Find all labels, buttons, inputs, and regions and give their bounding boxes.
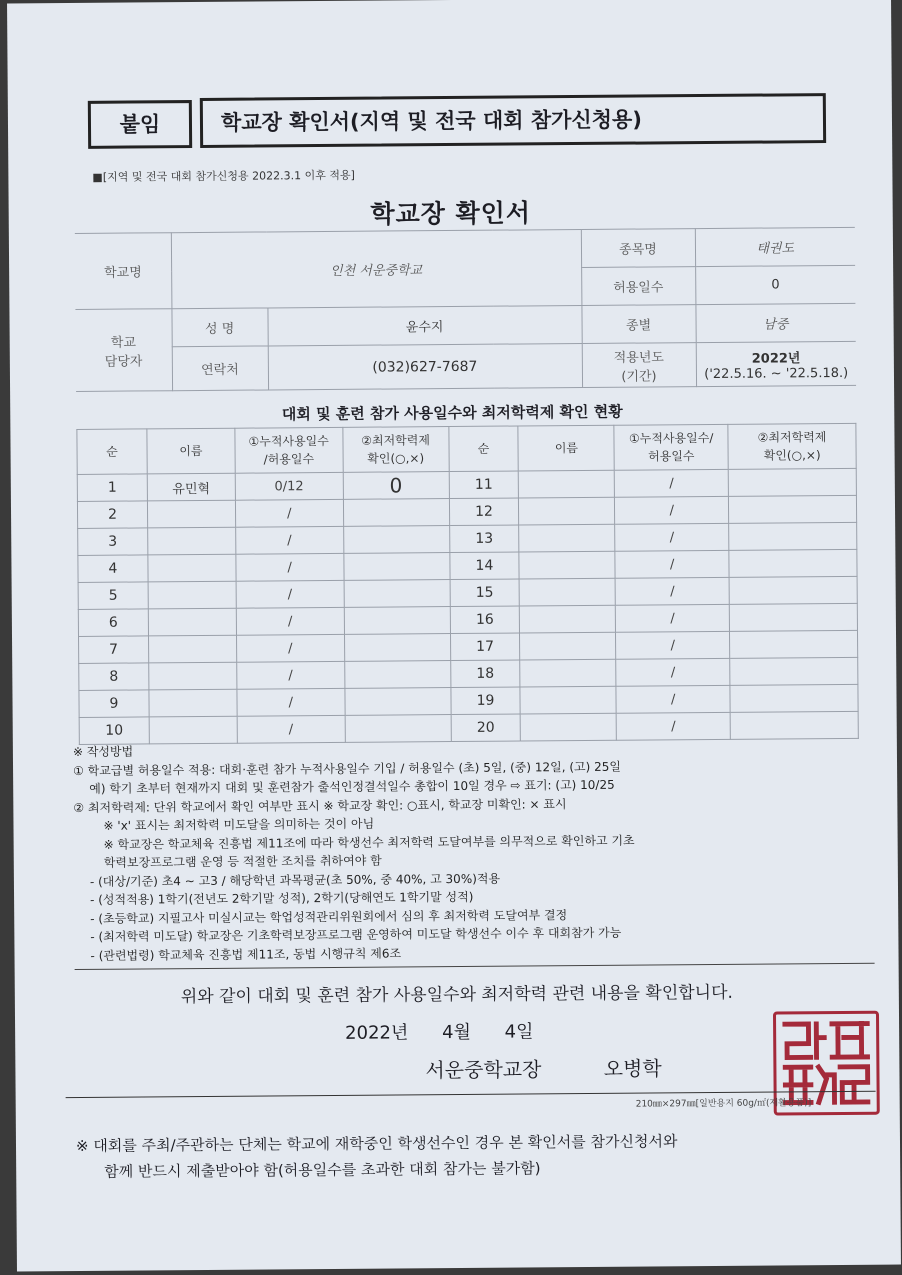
attachment-tag: 붙임 [88,100,192,149]
info-table [75,227,856,392]
instruction-line: - (최저학력 미도달) 학교장은 기초학력보장프로그램 운영하여 미도달 학생선수 이수 후 대회참가 가능 [90,925,622,944]
section-title: 대회 및 훈련 참가 사용일수와 최저학력제 확인 현황 [281,402,623,424]
row-number-right: 13 [449,525,519,553]
cumulative-days-left: / [236,661,344,689]
allowed-days-value: 0 [695,265,855,304]
student-name-right [519,524,615,552]
date-month: 4월 [441,1021,471,1044]
school-label: 학교명 [75,233,172,310]
date-day: 4일 [504,1021,534,1043]
row-number-left: 3 [78,528,148,556]
student-name-left: 유민혁 [147,473,235,501]
min-academic-right [730,684,858,712]
period-value-cell [696,341,856,386]
row-number-right: 17 [450,633,520,661]
issue-date [345,1017,556,1045]
cumulative-days-right: / [616,631,730,659]
period-value: ('22.5.16. ~ '22.5.18.) [704,365,849,382]
header-no-right: 순 [448,426,518,472]
header-min-right-l1: ②최저학력제 [757,430,827,445]
sport-label: 종목명 [581,229,695,268]
min-academic-right [729,495,857,523]
year-value: 2022년 [751,350,801,367]
cumulative-days-right: / [616,685,730,713]
row-number-right: 15 [450,579,520,607]
row-number-left: 2 [77,501,147,529]
header-min-left-l2: 확인(○,×) [367,451,425,466]
header-no-left: 순 [77,429,147,475]
min-academic-left [344,661,450,689]
header-days-left [235,427,343,473]
min-academic-left [345,688,451,716]
row-number-right: 14 [449,552,519,580]
cumulative-days-right: / [616,658,730,686]
roster-header-row [77,423,856,474]
student-name-left [149,689,237,717]
student-name-right [520,659,616,687]
student-name-left [148,527,236,555]
min-academic-left [344,553,450,581]
cumulative-days-right: / [615,523,729,551]
school-value: 인천 서운중학교 [171,229,582,308]
min-academic-right [730,630,858,658]
student-name-right [519,470,615,498]
row-number-left: 1 [77,474,147,502]
student-name-left [149,662,237,690]
header-min-left [343,427,449,473]
student-name-left [148,554,236,582]
min-academic-right [728,468,856,496]
roster-table [76,423,858,745]
name-label: 성 명 [171,308,267,347]
min-academic-right [729,522,857,550]
header-title: 학교장 확인서(지역 및 전국 대회 참가신청용) [200,93,826,148]
sport-value: 태권도 [695,227,855,266]
student-name-left [147,500,235,528]
cumulative-days-left: / [237,715,345,743]
signer [425,1052,717,1083]
period-label: (기간) [621,368,657,385]
min-academic-left [343,499,449,527]
cumulative-days-left: 0/12 [235,472,343,500]
min-academic-right [729,549,857,577]
header-days-left-l1: ①누적사용일수 [248,433,329,449]
min-academic-left [345,715,451,743]
document-title: 학교장 확인서 [370,198,532,229]
instruction-line: ※ 작성방법 [72,744,134,759]
instruction-line: ※ 'x' 표시는 최저학력 미도달을 의미하는 것이 아님 [103,816,375,833]
student-name-right [520,605,616,633]
row-number-left: 9 [79,690,149,718]
min-academic-right [730,711,858,739]
cumulative-days-right: / [616,604,730,632]
header-name-left: 이름 [147,428,235,474]
min-academic-left [344,634,450,662]
row-number-right: 18 [450,660,520,688]
student-name-right [520,686,616,714]
signer-title: 서운중학교장 [425,1057,542,1083]
row-number-left: 6 [78,609,148,637]
header-days-left-l2: /허용일수 [263,452,315,467]
writing-instructions [73,737,875,970]
gender-value: 남중 [695,303,855,342]
min-academic-left [344,607,450,635]
row-number-right: 12 [449,498,519,526]
instruction-line: ① 학교급별 허용일수 적용: 대회·훈련 참가 누적사용일수 기입 / 허용일수 (초) 5일, (중) 12일, (고) 25일 [73,759,622,778]
row-number-left: 5 [78,582,148,610]
row-number-left: 10 [79,717,149,745]
header-min-left-l1: ②최저학력제 [361,433,430,448]
min-academic-right [729,576,857,604]
student-name-right [519,578,615,606]
min-academic-left [344,580,450,608]
cumulative-days-right: / [615,577,729,605]
student-name-right [519,497,615,525]
cumulative-days-right: / [615,469,729,497]
footer-line-1: ※ 대회를 주최/주관하는 단체는 학교에 재학중인 학생선수인 경우 본 확인서를 참가신청서와 [75,1132,678,1155]
footer-line-2: 함께 반드시 제출받아야 함(허용일수를 초과한 대회 참가는 불가함) [104,1159,541,1181]
row-number-left: 4 [78,555,148,583]
paper-spec: 210㎜×297㎜[일반용지 60g/㎡(재활용품)] [635,1098,812,1110]
instruction-line: - (대상/기준) 초4 ~ 고3 / 해당학년 과목평균(초 50%, 중 40%, 고 30%)적용 [89,871,501,889]
instruction-line: ※ 학교장은 학교체육 진흥법 제11조에 따라 학생선수 최저학력 도달여부를 의무적으로 확인하고 기초 [103,833,635,852]
row-number-right: 16 [450,606,520,634]
period-label-cell [582,343,696,388]
cumulative-days-right: / [615,550,729,578]
student-name-right [519,551,615,579]
header-min-right [728,423,856,469]
signer-name: 오병학 [603,1056,662,1081]
cumulative-days-left: / [235,526,343,554]
instruction-line: - (관련법령) 학교체육 진흥법 제11조, 동법 시행규칙 제6조 [90,945,402,963]
contact-label: 연락처 [172,346,268,391]
cumulative-days-left: / [237,688,345,716]
cumulative-days-right: / [616,712,730,740]
min-academic-left [343,526,449,554]
allowed-days-label: 허용일수 [581,267,695,306]
instruction-line: - (초등학교) 지필고사 미실시교는 학업성적관리위원회에서 심의 후 최저학력 도달여부 결정 [90,907,568,926]
row-number-left: 7 [79,636,149,664]
instruction-line: 학력보장프로그램 운영 등 적절한 조치를 취하여야 함 [103,853,382,870]
instruction-line: - (성적적용) 1학기(전년도 2학기말 성적), 2학기(당해연도 1학기말 성적) [90,889,474,907]
min-academic-left: 0 [343,472,449,500]
student-name-left [149,716,237,744]
manager-label: 학교 담당자 [75,309,172,392]
row-number-left: 8 [79,663,149,691]
cumulative-days-left: / [236,553,344,581]
min-academic-right [730,657,858,685]
row-number-right: 20 [451,714,521,742]
confirmation-statement: 위와 같이 대회 및 훈련 참가 사용일수와 최저학력 관련 내용을 확인합니다. [180,982,733,1008]
instruction-line: ② 최저학력제: 단위 학교에서 확인 여부만 표시 ※ 학교장 확인: ○표시, 학교장 미확인: × 표시 [73,796,567,815]
student-name-left [148,608,236,636]
cumulative-days-left: / [236,634,344,662]
student-name-left [148,581,236,609]
year-label: 적용년도 [613,349,665,366]
gender-label: 종별 [581,305,695,344]
cumulative-days-left: / [236,607,344,635]
student-name-left [148,635,236,663]
student-name-right [521,713,617,741]
header-name-right: 이름 [518,425,614,471]
date-year: 2022년 [345,1022,409,1044]
header-days-right-l2: 허용일수 [648,449,695,464]
name-value: 윤수지 [267,305,581,345]
header-days-right-l1: ①누적사용일수/ [628,430,714,446]
document-page [7,0,901,1271]
applicability-note: ■[지역 및 전국 대회 참가신청용 2022.3.1 이후 적용] [92,168,355,184]
cumulative-days-left: / [235,499,343,527]
header-min-right-l2: 확인(○,×) [763,448,821,463]
cumulative-days-left: / [236,580,344,608]
contact-value: (032)627-7687 [268,343,582,389]
student-name-right [520,632,616,660]
header-days-right [614,424,728,470]
min-academic-right [729,603,857,631]
footer-note [76,1127,876,1185]
row-number-right: 11 [449,471,519,499]
roster-body [77,468,858,744]
instruction-line: 예) 학기 초부터 현재까지 대회 및 훈련참가 출석인정결석일수 총합이 10일 경우 ⇨ 표기: (고) 10/25 [89,777,615,796]
row-number-right: 19 [450,687,520,715]
cumulative-days-right: / [615,496,729,524]
